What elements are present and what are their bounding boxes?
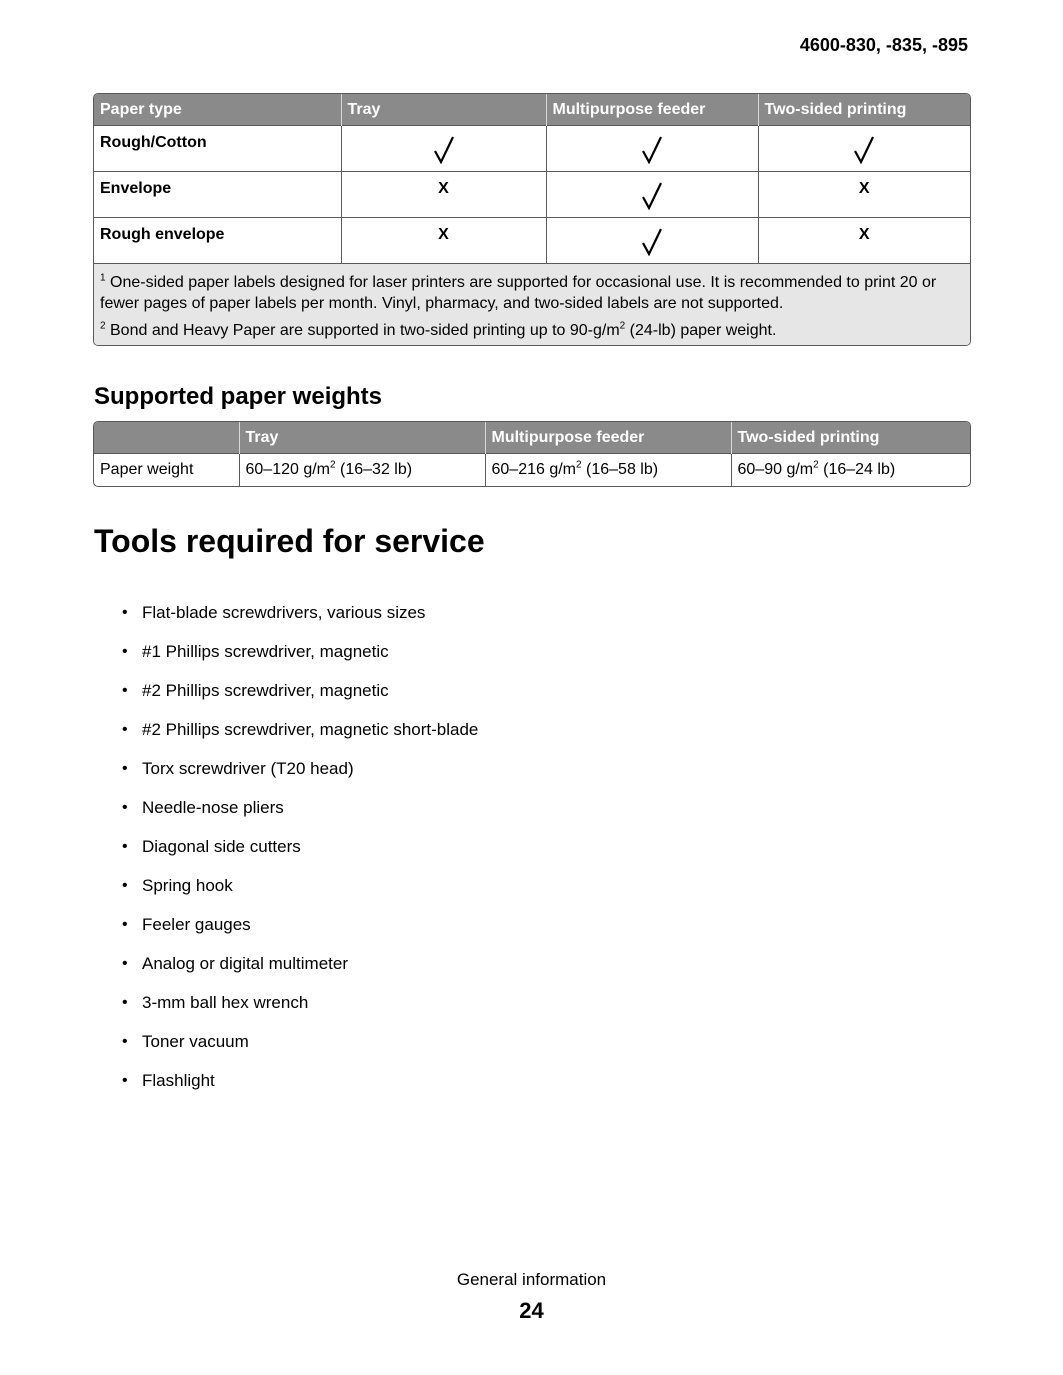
tool-name: Diagonal side cutters bbox=[142, 837, 301, 856]
list-item bbox=[120, 640, 478, 679]
list-item bbox=[120, 601, 478, 640]
duplex-weight-value: 60–90 g/m bbox=[737, 461, 814, 478]
row-label: Envelope bbox=[94, 172, 341, 218]
checkmark-icon bbox=[765, 136, 965, 164]
tool-name: #2 Phillips screwdriver, magnetic short-blade bbox=[142, 720, 479, 739]
row-label: Rough envelope bbox=[94, 218, 341, 264]
tool-name: #1 Phillips screwdriver, magnetic bbox=[142, 642, 389, 661]
duplex-weight-cell bbox=[731, 454, 970, 487]
tool-name: Spring hook bbox=[142, 876, 233, 895]
column-header-multipurpose-feeder: Multipurpose feeder bbox=[485, 422, 731, 454]
tray-support-cell bbox=[341, 172, 546, 218]
paper-weights-table bbox=[93, 421, 971, 487]
row-label-paper-weight: Paper weight bbox=[94, 454, 239, 487]
list-item bbox=[120, 679, 478, 718]
bullet: • bbox=[122, 799, 128, 816]
list-item bbox=[120, 796, 478, 835]
bullet: • bbox=[122, 838, 128, 855]
tray-support-cell bbox=[341, 218, 546, 264]
column-header-tray: Tray bbox=[239, 422, 485, 454]
list-item bbox=[120, 835, 478, 874]
column-header-blank bbox=[94, 422, 239, 454]
list-item bbox=[120, 757, 478, 796]
tray-weight-cell bbox=[239, 454, 485, 487]
tray-support-cell bbox=[341, 126, 546, 172]
footnote-2-superscript: 2 bbox=[619, 320, 626, 332]
list-item bbox=[120, 718, 478, 757]
two-sided-printing-support-cell bbox=[758, 218, 970, 264]
tool-name: #2 Phillips screwdriver, magnetic bbox=[142, 681, 389, 700]
footnote-2-marker: 2 bbox=[100, 320, 106, 332]
bullet: • bbox=[122, 916, 128, 933]
bullet: • bbox=[122, 1072, 128, 1089]
multipurpose-feeder-support-cell bbox=[546, 126, 758, 172]
table-row bbox=[94, 218, 970, 264]
multipurpose-feeder-support-cell bbox=[546, 218, 758, 264]
tool-name: Needle-nose pliers bbox=[142, 798, 284, 817]
mpf-weight-cell bbox=[485, 454, 731, 487]
table-row bbox=[94, 126, 970, 172]
mpf-weight-sup: 2 bbox=[576, 459, 582, 471]
list-item bbox=[120, 874, 478, 913]
duplex-weight-lb: (16–24 lb) bbox=[818, 461, 896, 478]
supported-paper-weights-heading: Supported paper weights bbox=[94, 383, 383, 410]
column-header-two-sided-printing: Two-sided printing bbox=[731, 422, 970, 454]
bullet: • bbox=[122, 955, 128, 972]
list-item bbox=[120, 913, 478, 952]
tools-required-heading: Tools required for service bbox=[94, 523, 485, 559]
mpf-weight-lb: (16–58 lb) bbox=[581, 461, 659, 478]
paper-type-table bbox=[93, 93, 971, 346]
table-header-row bbox=[94, 94, 970, 126]
multipurpose-feeder-support-cell bbox=[546, 172, 758, 218]
checkmark-icon bbox=[553, 136, 752, 164]
x-mark: X bbox=[438, 226, 449, 243]
bullet: • bbox=[122, 760, 128, 777]
bullet: • bbox=[122, 994, 128, 1011]
footnote-1-text: One-sided paper labels designed for laser printers are supported for occasional use. It is recommended to print 20 or fewer pages of paper labels per month. Vinyl, pharmacy, and two-sided labels are not supported. bbox=[100, 274, 937, 312]
tool-name: Analog or digital multimeter bbox=[142, 954, 348, 973]
tool-name: 3-mm ball hex wrench bbox=[142, 993, 309, 1012]
column-header-paper-type: Paper type bbox=[94, 94, 341, 126]
tray-weight-value: 60–120 g/m bbox=[245, 461, 331, 478]
mpf-weight-value: 60–216 g/m bbox=[491, 461, 577, 478]
bullet: • bbox=[122, 1033, 128, 1050]
footer-section-title: General information bbox=[456, 1270, 607, 1289]
tool-name: Toner vacuum bbox=[142, 1032, 249, 1051]
checkmark-icon bbox=[553, 228, 752, 256]
x-mark: X bbox=[858, 180, 870, 197]
column-header-multipurpose-feeder: Multipurpose feeder bbox=[546, 94, 758, 126]
tray-weight-lb: (16–32 lb) bbox=[335, 461, 413, 478]
row-label: Rough/Cotton bbox=[94, 126, 341, 172]
tool-name: Flat-blade screwdrivers, various sizes bbox=[142, 603, 426, 622]
tool-name: Flashlight bbox=[142, 1071, 215, 1090]
footnotes-cell bbox=[94, 264, 970, 346]
document-model-header: 4600-830, -835, -895 bbox=[799, 35, 968, 55]
footnote-2 bbox=[100, 320, 964, 341]
checkmark-icon bbox=[553, 182, 752, 210]
column-header-tray: Tray bbox=[341, 94, 546, 126]
two-sided-printing-support-cell bbox=[758, 126, 970, 172]
bullet: • bbox=[122, 643, 128, 660]
bullet: • bbox=[122, 877, 128, 894]
list-item bbox=[120, 1030, 478, 1069]
tools-list bbox=[120, 601, 478, 1108]
tool-name: Torx screwdriver (T20 head) bbox=[142, 759, 354, 778]
list-item bbox=[120, 952, 478, 991]
footnote-1 bbox=[100, 272, 964, 314]
tray-weight-sup: 2 bbox=[330, 459, 336, 471]
two-sided-printing-support-cell bbox=[758, 172, 970, 218]
footnote-2-text: Bond and Heavy Paper are supported in two-sided printing up to 90-g/m bbox=[105, 322, 620, 339]
x-mark: X bbox=[858, 226, 870, 243]
bullet: • bbox=[122, 721, 128, 738]
footnote-2-text-end: (24-lb) paper weight. bbox=[625, 322, 777, 339]
x-mark: X bbox=[438, 180, 449, 197]
table-row bbox=[94, 172, 970, 218]
list-item bbox=[120, 1069, 478, 1108]
duplex-weight-sup: 2 bbox=[813, 459, 819, 471]
column-header-two-sided-printing: Two-sided printing bbox=[758, 94, 970, 126]
page-number: 24 bbox=[519, 1298, 544, 1323]
tool-name: Feeler gauges bbox=[142, 915, 251, 934]
list-item bbox=[120, 991, 478, 1030]
table-row bbox=[94, 454, 970, 487]
bullet: • bbox=[122, 604, 128, 621]
bullet: • bbox=[122, 682, 128, 699]
checkmark-icon bbox=[348, 136, 540, 164]
footnotes-row bbox=[94, 264, 970, 346]
footnote-1-marker: 1 bbox=[100, 272, 106, 284]
table-header-row bbox=[94, 422, 970, 454]
